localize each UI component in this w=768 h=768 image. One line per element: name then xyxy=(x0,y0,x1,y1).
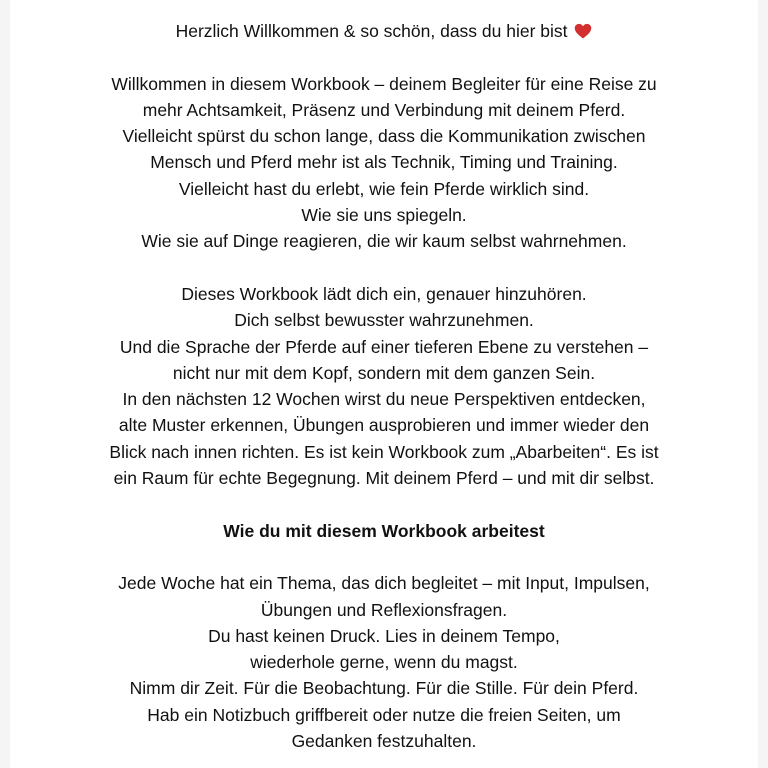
spacer xyxy=(10,491,758,517)
paragraph-line: Mensch und Pferd mehr ist als Technik, Timing und Training. xyxy=(150,152,618,173)
paragraph-line: nicht nur mit dem Kopf, sondern mit dem ganzen Sein. xyxy=(172,362,596,383)
paragraph-line: alte Muster erkennen, Übungen ausprobieren und immer wieder den xyxy=(118,415,650,436)
intro-paragraph xyxy=(10,71,758,255)
paragraph-line: Nimm dir Zeit. Für die Beobachtung. Für die Stille. Für dein Pferd. xyxy=(129,678,639,699)
greeting-line xyxy=(10,18,758,44)
spacer xyxy=(10,255,758,281)
paragraph-line: ein Raum für echte Begegnung. Mit deinem Pferd – und mit dir selbst. xyxy=(113,468,655,489)
greeting-text: Herzlich Willkommen & so schön, dass du hier bist xyxy=(175,21,568,41)
paragraph-line: Dich selbst bewusster wahrzunehmen. xyxy=(234,310,534,331)
document-content xyxy=(10,18,758,754)
paragraph-line: mehr Achtsamkeit, Präsenz und Verbindung mit deinem Pferd. xyxy=(142,99,626,120)
paragraph-line: Du hast keinen Druck. Lies in deinem Tempo, xyxy=(208,625,560,646)
paragraph-line: wiederhole gerne, wenn du magst. xyxy=(250,652,518,673)
paragraph-line: Vielleicht hast du erlebt, wie fein Pferde wirklich sind. xyxy=(178,178,590,199)
paragraph-line: Wie sie uns spiegeln. xyxy=(301,205,467,226)
heart-icon xyxy=(574,23,592,39)
paragraph-line: Jede Woche hat ein Thema, das dich begleitet – mit Input, Impulsen, xyxy=(118,573,650,594)
paragraph-line: Übungen und Reflexionsfragen. xyxy=(260,599,508,620)
paragraph-line: In den nächsten 12 Wochen wirst du neue Perspektiven entdecken, xyxy=(122,389,646,410)
spacer xyxy=(10,544,758,570)
paragraph-line: Und die Sprache der Pferde auf einer tieferen Ebene zu verstehen – xyxy=(119,336,649,357)
invitation-paragraph xyxy=(10,281,758,491)
spacer xyxy=(10,44,758,70)
paragraph-line: Blick nach innen richten. Es ist kein Workbook zum „Abarbeiten“. Es ist xyxy=(109,441,659,462)
paragraph-line: Gedanken festzuhalten. xyxy=(291,731,477,752)
paragraph-line: Hab ein Notizbuch griffbereit oder nutze die freien Seiten, um xyxy=(147,704,621,725)
paragraph-line: Willkommen in diesem Workbook – deinem Begleiter für eine Reise zu xyxy=(111,73,657,94)
document-page xyxy=(10,0,758,768)
paragraph-line: Wie sie auf Dinge reagieren, die wir kaum selbst wahrnehmen. xyxy=(141,231,627,252)
section-paragraph xyxy=(10,570,758,754)
paragraph-line: Vielleicht spürst du schon lange, dass die Kommunikation zwischen xyxy=(122,126,646,147)
section-heading: Wie du mit diesem Workbook arbeitest xyxy=(223,520,545,541)
paragraph-line: Dieses Workbook lädt dich ein, genauer hinzuhören. xyxy=(181,283,587,304)
